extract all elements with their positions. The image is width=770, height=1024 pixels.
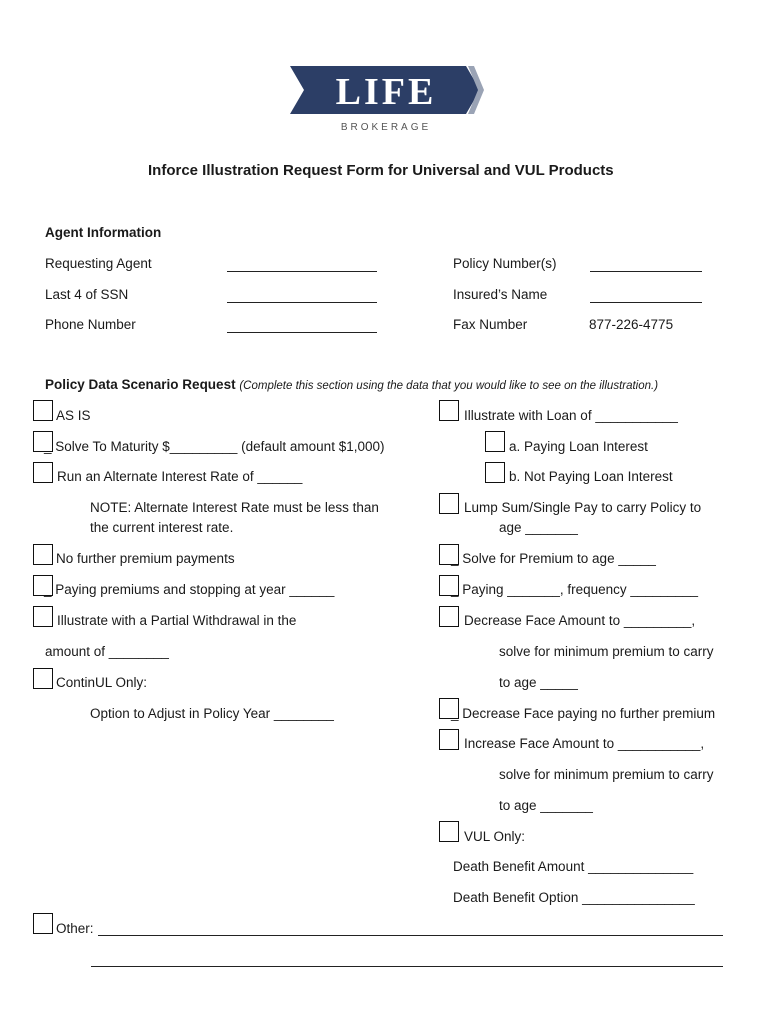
alt-rate-checkbox[interactable] (33, 462, 53, 483)
requesting-agent-label: Requesting Agent (45, 256, 152, 271)
logo-sub: BROKERAGE (340, 122, 432, 133)
alt-rate-note-line1: NOTE: Alternate Interest Rate must be less than (90, 500, 379, 515)
alt-rate-label: Run an Alternate Interest Rate of ______ (57, 469, 303, 484)
decrease-face-checkbox[interactable] (439, 606, 459, 627)
lump-sum-label-line2: age _______ (499, 520, 578, 535)
solve-maturity-label: _ Solve To Maturity $_________ (default amount $1,000) (44, 439, 385, 454)
decrease-face-label: Decrease Face Amount to _________, (464, 613, 696, 628)
other-checkbox[interactable] (33, 913, 53, 934)
other-field-line2[interactable] (91, 966, 723, 967)
loan-label: Illustrate with Loan of ___________ (464, 408, 678, 423)
ssn-field[interactable] (227, 302, 377, 303)
as-is-label: AS IS (56, 408, 91, 423)
fax-value: 877-226-4775 (589, 317, 674, 332)
increase-face-label: Increase Face Amount to ___________, (464, 736, 705, 751)
agent-info-heading: Agent Information (45, 225, 162, 240)
death-benefit-amount-label: Death Benefit Amount ______________ (453, 859, 694, 874)
amount-of-label: amount of ________ (45, 644, 169, 659)
no-premium-label: No further premium payments (56, 551, 235, 566)
fax-label: Fax Number (453, 317, 528, 332)
policy-numbers-field[interactable] (590, 271, 702, 272)
insured-name-field[interactable] (590, 302, 702, 303)
increase-face-solve-label: solve for minimum premium to carry (499, 767, 714, 782)
decrease-face-solve-label: solve for minimum premium to carry (499, 644, 714, 659)
loan-not-paying-interest-label: b. Not Paying Loan Interest (509, 469, 673, 484)
scenario-heading-text: Policy Data Scenario Request (45, 377, 236, 392)
loan-checkbox[interactable] (439, 400, 459, 421)
increase-face-age-label: to age _______ (499, 798, 593, 813)
loan-not-paying-interest-checkbox[interactable] (485, 462, 505, 483)
option-adjust-label: Option to Adjust in Policy Year ________ (90, 706, 334, 721)
partial-withdrawal-checkbox[interactable] (33, 606, 53, 627)
lump-sum-checkbox[interactable] (439, 493, 459, 514)
policy-numbers-label: Policy Number(s) (453, 256, 557, 271)
life-brokerage-logo (288, 64, 484, 134)
other-field-line1[interactable] (98, 935, 723, 936)
decrease-face-no-premium-label: _ Decrease Face paying no further premium (451, 706, 716, 721)
scenario-heading (45, 377, 658, 392)
phone-label: Phone Number (45, 317, 136, 332)
scenario-note: (Complete this section using the data that you would like to see on the illustration.) (239, 380, 659, 392)
other-label: Other: (56, 921, 94, 936)
lump-sum-label-line1: Lump Sum/Single Pay to carry Policy to (464, 500, 702, 515)
loan-paying-interest-checkbox[interactable] (485, 431, 505, 452)
as-is-checkbox[interactable] (33, 400, 53, 421)
ssn-label: Last 4 of SSN (45, 287, 129, 302)
vul-only-label: VUL Only: (464, 829, 526, 844)
continul-checkbox[interactable] (33, 668, 53, 689)
no-premium-checkbox[interactable] (33, 544, 53, 565)
loan-paying-interest-label: a. Paying Loan Interest (509, 439, 648, 454)
vul-only-checkbox[interactable] (439, 821, 459, 842)
paying-frequency-label: _ Paying _______, frequency _________ (451, 582, 698, 597)
death-benefit-option-label: Death Benefit Option _______________ (453, 890, 695, 905)
solve-premium-label: _ Solve for Premium to age _____ (451, 551, 656, 566)
paying-stop-label: _ Paying premiums and stopping at year ______ (44, 582, 335, 597)
continul-label: ContinUL Only: (56, 675, 148, 690)
decrease-face-age-label: to age _____ (499, 675, 578, 690)
form-title: Inforce Illustration Request Form for Universal and VUL Products (148, 162, 614, 179)
requesting-agent-field[interactable] (227, 271, 377, 272)
insured-name-label: Insured’s Name (453, 287, 548, 302)
logo-word: LIFE (335, 71, 437, 113)
alt-rate-note-line2: the current interest rate. (90, 520, 234, 535)
increase-face-checkbox[interactable] (439, 729, 459, 750)
phone-field[interactable] (227, 332, 377, 333)
partial-withdrawal-label: Illustrate with a Partial Withdrawal in the (57, 613, 297, 628)
